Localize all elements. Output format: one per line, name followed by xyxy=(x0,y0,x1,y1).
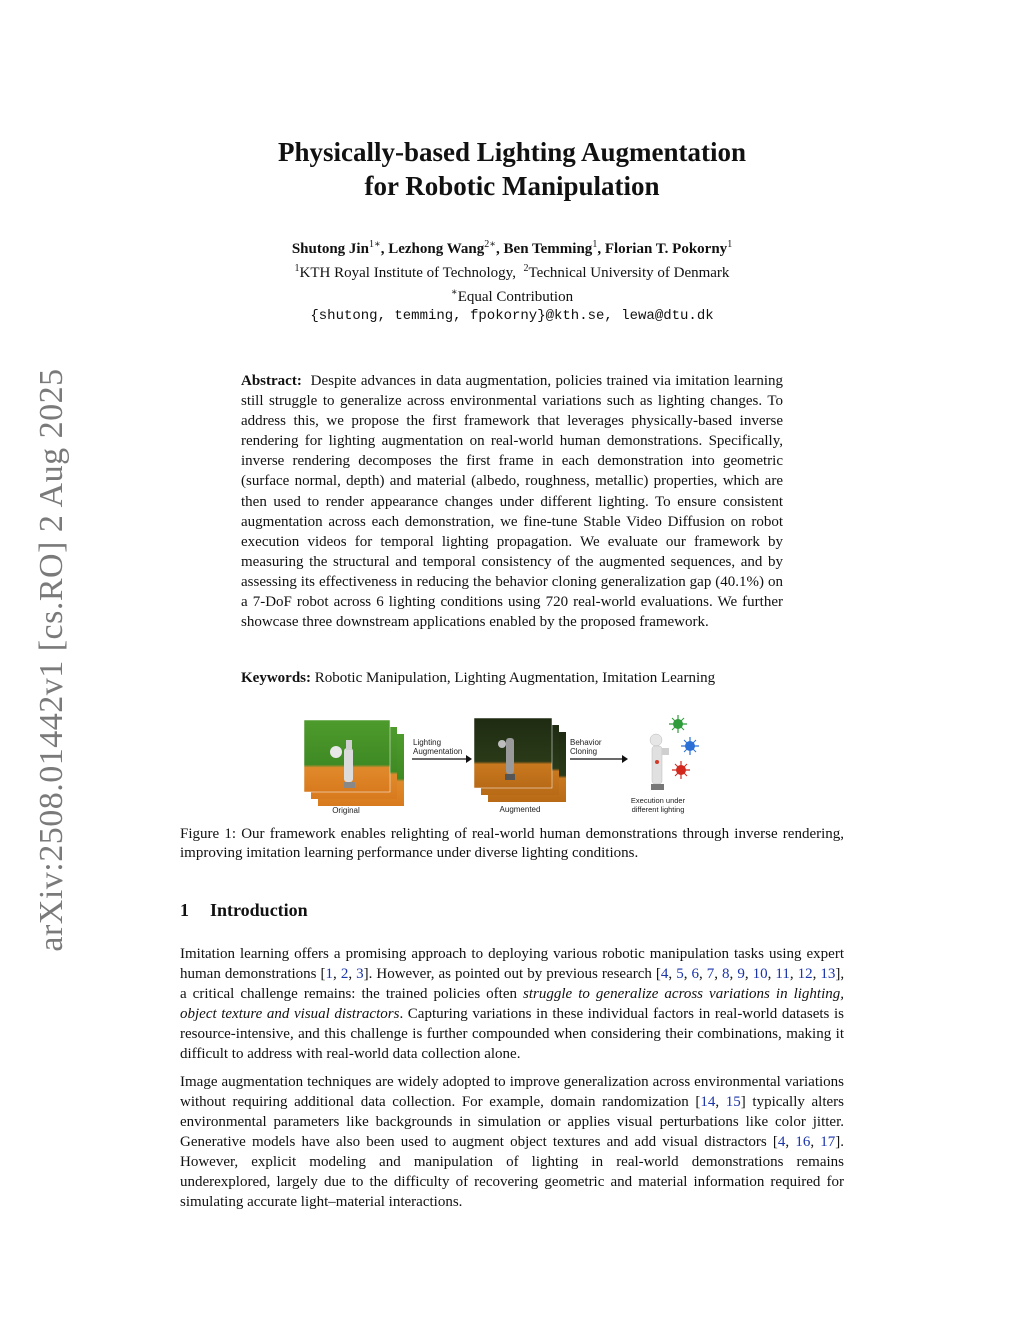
intro-paragraph-2: Image augmentation techniques are widely adopted to improve generalization across environmental variations without requiring additional data collection. For example, domain randomization [14, 15] typically alters environmental parameters like backgrounds in simulation or applies visual perturbations like color jitter. Generative models have also been used to augment object textures and add visual distractors [4, 16, 17]. However, explicit modeling and manipulation of lighting in real-world demonstrations remains underexplored, largely due to the difficulty of recovering geometric and material information required for simulating accurate light–material interactions. xyxy=(180,1074,845,1210)
equal-sup: ∗ xyxy=(450,287,458,298)
citation-link[interactable]: 15 xyxy=(725,1094,741,1110)
red-light-icon xyxy=(672,761,690,779)
citation-link[interactable]: 4 xyxy=(777,1134,786,1150)
author-block xyxy=(180,235,844,326)
citation-link[interactable]: 16 xyxy=(795,1134,811,1150)
affil-sup: 1 xyxy=(294,263,300,274)
robot-execution-icon xyxy=(650,734,669,790)
text-run: Image augmentation techniques are widely adopted to improve generalization across environmental variations without requiring additional data collection. For example, domain randomization [ xyxy=(180,1074,844,1110)
equal-text: Equal Contribution xyxy=(457,289,574,305)
citation-link[interactable]: 11 xyxy=(775,966,790,982)
exec-line2: different lighting xyxy=(631,805,685,814)
citation-link[interactable]: 14 xyxy=(700,1094,716,1110)
arrow1-line1: Lighting xyxy=(413,738,442,747)
text-run: ]. However, explicit modeling and manipulation of lighting in real-world demonstrations remains underexplored, largely due to the difficulty of recovering geometric and material information required for simulating accurate light–material interactions. xyxy=(180,1134,844,1210)
citation-link[interactable]: 8 xyxy=(722,966,730,982)
citation-link[interactable]: 3 xyxy=(356,966,364,982)
citation-link[interactable]: 17 xyxy=(820,1134,836,1150)
abstract xyxy=(241,371,783,632)
green-light-icon xyxy=(669,715,687,733)
citation-link[interactable]: 4 xyxy=(660,966,669,982)
citation-link[interactable]: 5 xyxy=(676,966,684,982)
blue-light-icon xyxy=(681,737,699,755)
title-line-1: Physically-based Lighting Augmentation xyxy=(277,137,747,167)
title-line-2: for Robotic Manipulation xyxy=(364,171,660,201)
section-title: Introduction xyxy=(210,900,308,920)
citation-link[interactable]: 2 xyxy=(340,966,349,982)
arrow-2-head xyxy=(622,755,628,763)
augmented-frames xyxy=(474,718,566,802)
citation-link[interactable]: 1 xyxy=(325,966,334,982)
arxiv-stamp: arXiv:2508.01442v1 [cs.RO] 2 Aug 2025 xyxy=(33,368,70,952)
arrow2-line1: Behavior xyxy=(570,738,602,747)
citation-link[interactable]: 7 xyxy=(706,966,715,982)
figure-caption xyxy=(180,825,844,863)
affiliations xyxy=(180,259,844,283)
keywords xyxy=(241,668,801,688)
text-run: . Capturing variations in these individual factors in real-world datasets is resource-intensive, and this challenge is further compounded when considering their combinations, making it difficult to address with real-world data collection alone. xyxy=(180,1006,844,1062)
author-sup: 1 xyxy=(727,239,733,250)
emphasis-text: struggle to generalize across variations in lighting, object texture and visual distractors xyxy=(180,986,845,1022)
label-augmented: Augmented xyxy=(499,805,541,814)
author-name: Lezhong Wang xyxy=(388,241,485,257)
caption-text: Our framework enables relighting of real-world human demonstrations through inverse rendering, improving imitation learning performance under diverse lighting conditions. xyxy=(180,826,845,861)
arrow1-line2: Augmentation xyxy=(413,747,463,756)
citation-link[interactable]: 9 xyxy=(737,966,745,982)
author-name: Ben Temming xyxy=(503,241,593,257)
citation-link[interactable]: 6 xyxy=(691,966,699,982)
author-sup: 1 xyxy=(592,239,598,250)
caption-label: Figure 1: xyxy=(180,826,237,842)
text-run: ]. However, as pointed out by previous research [ xyxy=(363,966,661,982)
affiliation-2: Technical University of Denmark xyxy=(528,265,730,281)
author-sup: 1∗ xyxy=(368,239,381,250)
figure-1 xyxy=(300,712,730,822)
author-names: Shutong Jin$^{1∗}$, Lezhong Wang$^{2∗}$, Ben Temming$^1$, Florian T. Pokorny$^1$ xyxy=(291,239,733,257)
affil-sup: 2 xyxy=(523,263,529,274)
intro-paragraph-1: Imitation learning offers a promising approach to deploying various robotic manipulation tasks using expert human demonstrations [1, 2, 3]. However, as pointed out by previous research [4, 5, 6, 7, 8, 9, 10, 11, 12, 13], a critical challenge remains: the trained policies often struggle to generalize across variations in lighting, object texture and visual distractors. Capturing variations in these individual factors in real-world datasets is resource-intensive, and this challenge is further compounded when considering their combinations, making it difficult to address with real-world data collection alone. xyxy=(180,946,845,1062)
keywords-label: Keywords: xyxy=(241,670,311,686)
text-run: Imitation learning offers a promising approach to deploying various robotic manipulation tasks using expert human demonstrations [ xyxy=(180,946,844,982)
keywords-text: Robotic Manipulation, Lighting Augmentation, Imitation Learning xyxy=(314,670,716,686)
author-sup: 2∗ xyxy=(484,239,497,250)
paper-title xyxy=(180,135,844,203)
citation-link[interactable]: 13 xyxy=(820,966,836,982)
arrow2-line2: Cloning xyxy=(570,747,598,756)
original-frames xyxy=(304,720,404,806)
citation-link[interactable]: 10 xyxy=(752,966,768,982)
author-emails: {shutong, temming, fpokorny}@kth.se, lewa@dtu.dk xyxy=(310,308,714,324)
author-name: Florian T. Pokorny xyxy=(604,241,728,257)
text-run: ] typically alters environmental parameters like backgrounds in simulation or applies visual perturbations like color jitter. Generative models have also been used to augment object textures and add visual distractors [ xyxy=(180,1094,845,1150)
affiliation-1: KTH Royal Institute of Technology, xyxy=(299,265,516,281)
abstract-label: Abstract: xyxy=(241,373,302,389)
text-run: ], a critical challenge remains: the trained policies often xyxy=(180,966,845,1002)
label-original: Original xyxy=(332,806,360,815)
abstract-text: Despite advances in data augmentation, policies trained via imitation learning still struggle to generalize across environmental variations such as lighting changes. To address this, we propose the first framework that leverages physically-based inverse rendering for lighting augmentation on real-world human demonstrations. Specifically, inverse rendering decomposes the first frame in each demonstration into geometric (surface normal, depth) and material (albedo, roughness, metallic) properties, which are then used to render appearance changes under different lighting. To ensure consistent augmentation across each demonstration, we fine-tune Stable Video Diffusion on robot execution videos for temporal lighting propagation. We evaluate our framework by measuring the structural and temporal consistency of the augmented sequences, and by assessing its effectiveness in reducing the behavior cloning generalization gap (40.1%) on a 7-DoF robot across 6 lighting conditions using 720 real-world evaluations. We further showcase three downstream applications enabled by the proposed framework. xyxy=(241,373,783,631)
arrow-1-head xyxy=(466,755,472,763)
author-name: Shutong Jin xyxy=(291,241,369,257)
equal-contribution xyxy=(180,283,844,307)
section-number: 1 xyxy=(180,900,189,920)
citation-link[interactable]: 12 xyxy=(797,966,813,982)
exec-line1: Execution under xyxy=(630,796,686,805)
